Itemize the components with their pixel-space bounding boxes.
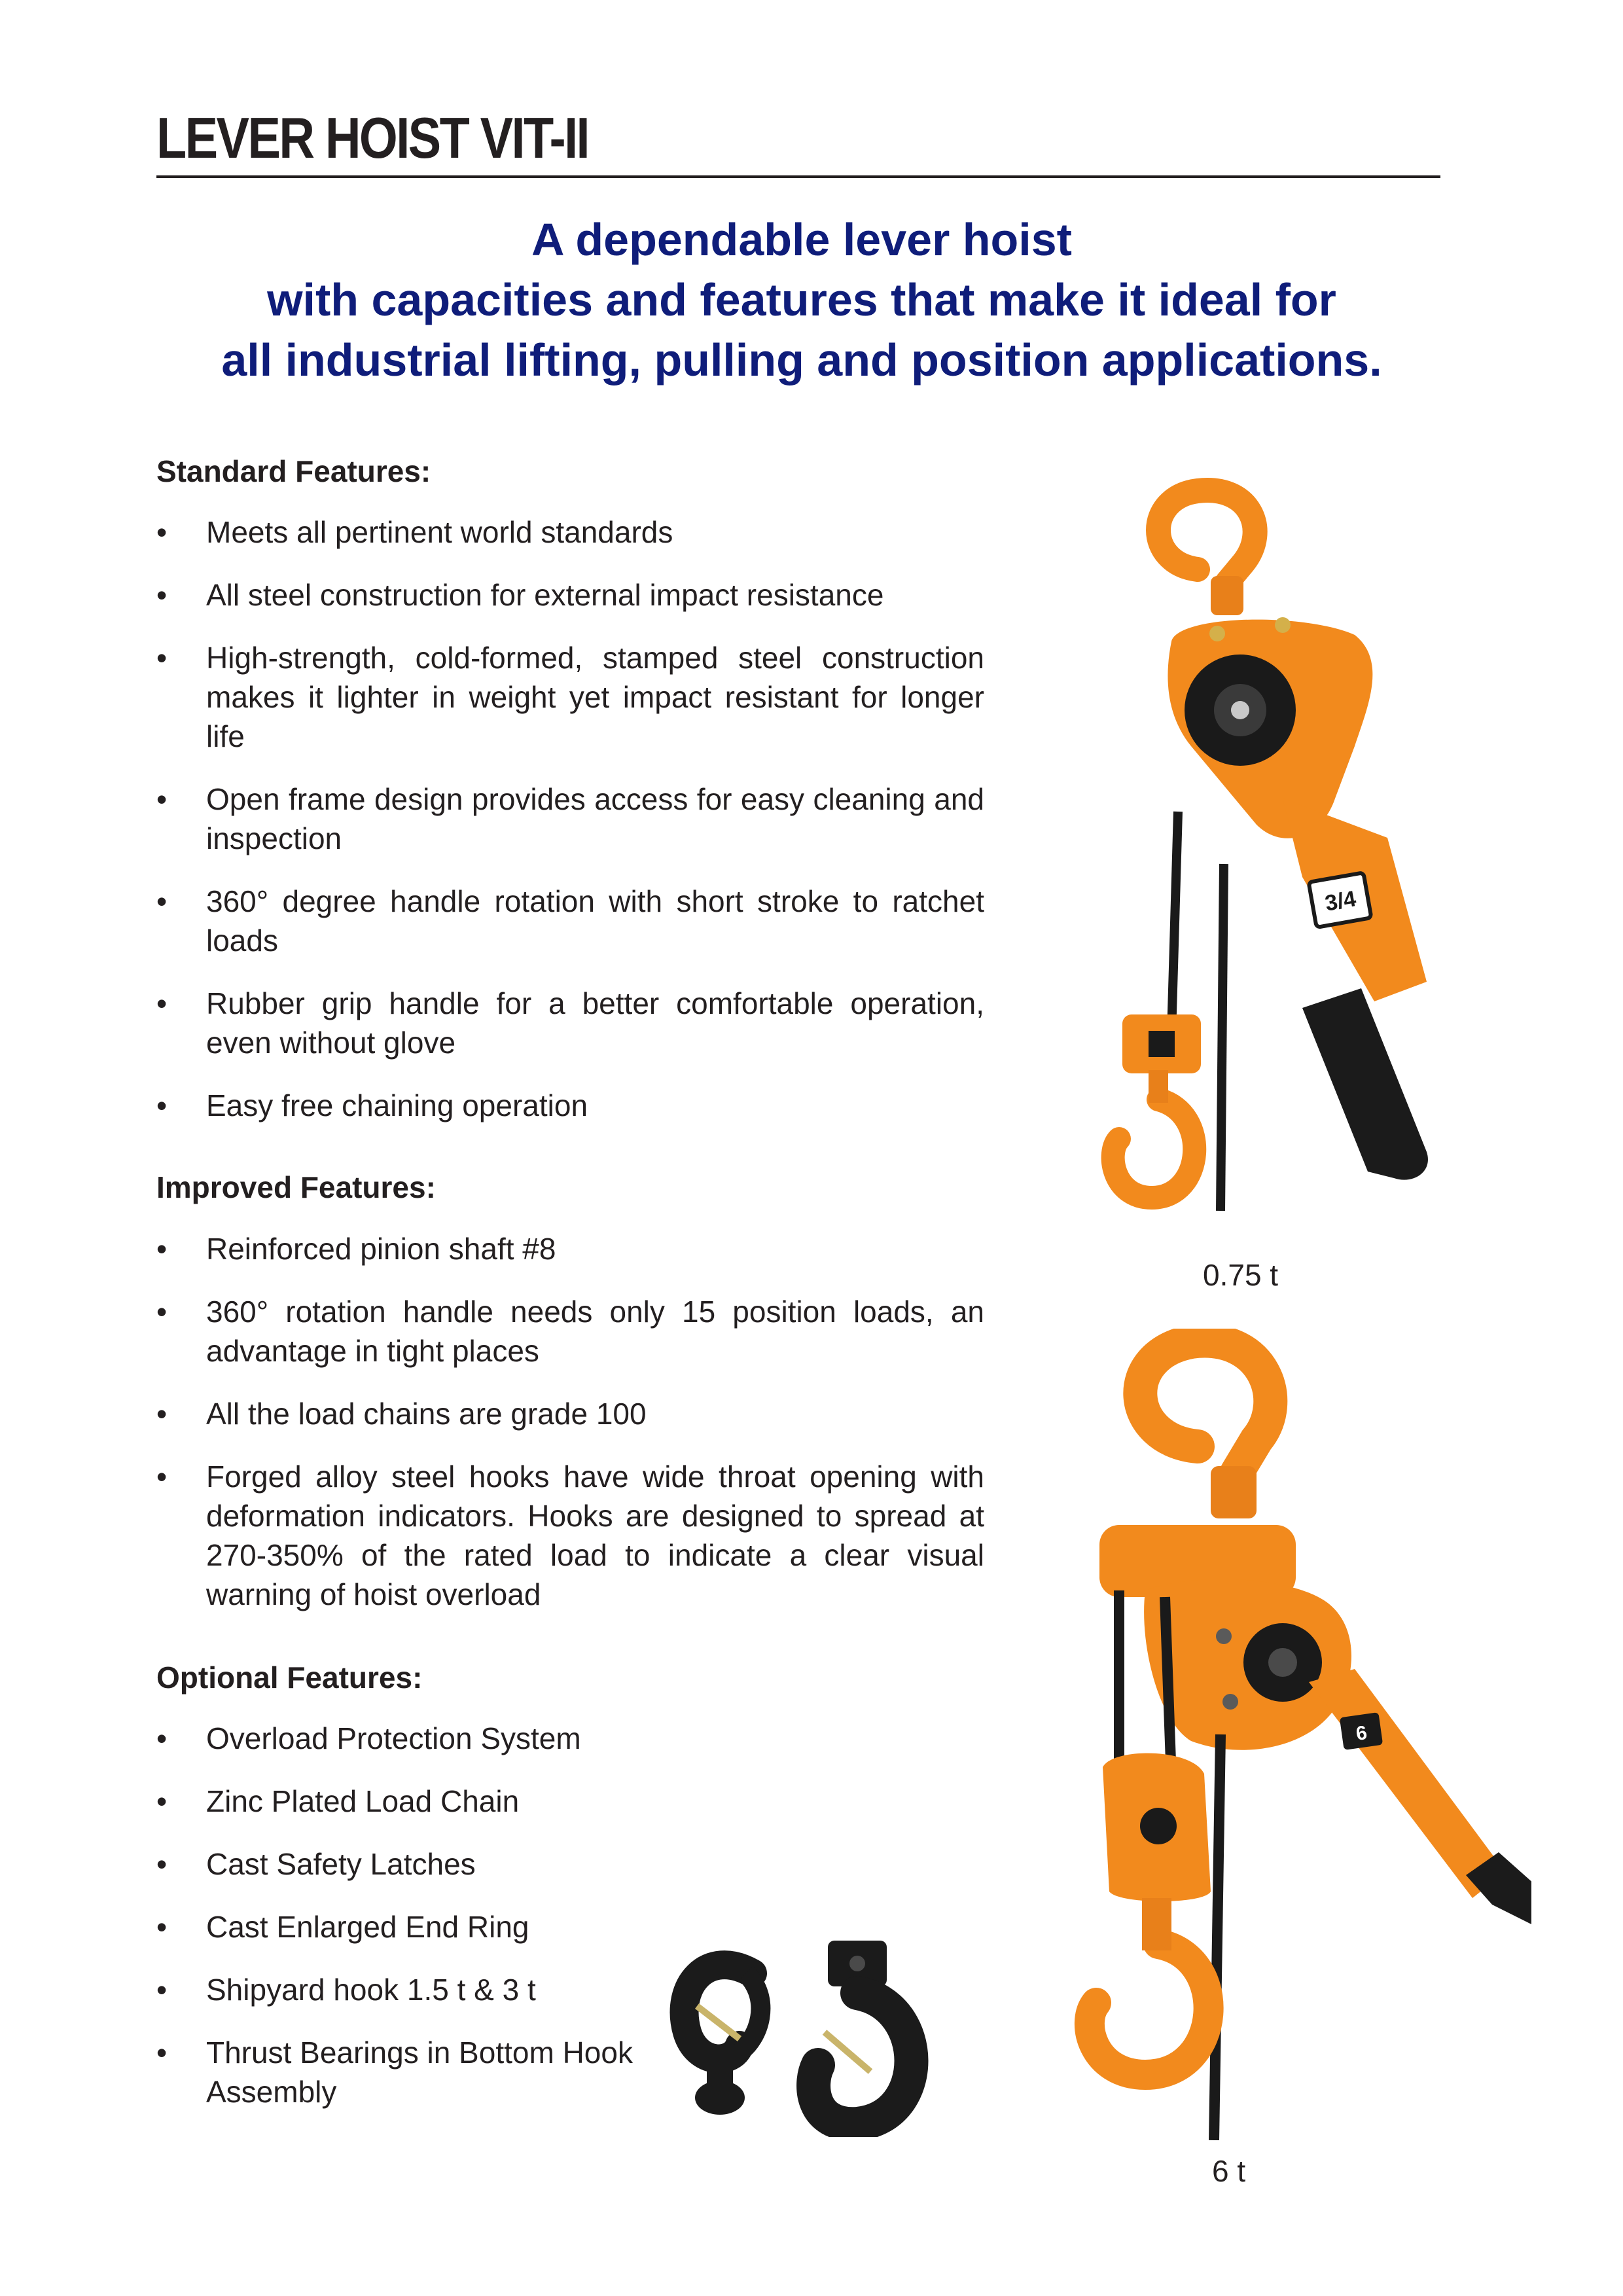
capacity-plate-label: 3/4 — [1323, 886, 1358, 916]
shipyard-hook-left — [685, 1965, 761, 2115]
shipyard-hooks-image — [661, 1934, 942, 2137]
list-item: • Shipyard hook 1.5 t & 3 t — [156, 1970, 654, 2009]
list-item: • High-strength, cold-formed, stamped steel construction makes it lighter in weight yet impact resistant for longer life — [156, 638, 984, 756]
list-item: • All steel construction for external impact resistance — [156, 575, 984, 615]
optional-features-list — [156, 1719, 654, 2135]
list-item: • 360° rotation handle needs only 15 position loads, an advantage in tight places — [156, 1292, 984, 1371]
list-item: • Thrust Bearings in Bottom Hook Assembly — [156, 2033, 654, 2111]
improved-features-heading: Improved Features: — [156, 1170, 436, 1204]
list-item: • Cast Enlarged End Ring — [156, 1907, 654, 1946]
list-item: • Forged alloy steel hooks have wide throat opening with deformation indicators. Hooks are designed to spread at 270-350% of the rated load to indicate a clear visual warning of hoist overload — [156, 1457, 984, 1614]
improved-features-list — [156, 1229, 984, 1638]
standard-features-list — [156, 512, 984, 1149]
optional-features-heading: Optional Features: — [156, 1660, 423, 1695]
tagline — [131, 209, 1472, 390]
list-item: • Reinforced pinion shaft #8 — [156, 1229, 984, 1268]
list-item: • Zinc Plated Load Chain — [156, 1782, 654, 1821]
capacity-plate-label: 6 — [1354, 1721, 1369, 1745]
list-item: • Easy free chaining operation — [156, 1086, 984, 1125]
shipyard-hook-right — [813, 1941, 911, 2124]
list-item: • Overload Protection System — [156, 1719, 654, 1758]
page-title: LEVER HOIST VIT-II — [156, 105, 588, 170]
list-item: • 360° degree handle rotation with short stroke to ratchet loads — [156, 882, 984, 960]
list-item: • Rubber grip handle for a better comfortable operation, even without glove — [156, 984, 984, 1062]
tagline-line: all industrial lifting, pulling and position applications. — [221, 334, 1382, 386]
product-caption: 0.75 t — [1203, 1258, 1279, 1292]
list-item: • Cast Safety Latches — [156, 1844, 654, 1884]
list-item: • Open frame design provides access for easy cleaning and inspection — [156, 780, 984, 858]
title-rule — [156, 175, 1440, 178]
list-item: • All the load chains are grade 100 — [156, 1394, 984, 1433]
lever-hoist-075t-image — [1086, 471, 1453, 1230]
tagline-line: A dependable lever hoist — [531, 214, 1072, 265]
lever-hoist-6t-image — [1047, 1329, 1531, 2140]
list-item: • Meets all pertinent world standards — [156, 512, 984, 552]
tagline-line: with capacities and features that make it ideal for — [267, 274, 1336, 325]
standard-features-heading: Standard Features: — [156, 454, 431, 488]
product-caption: 6 t — [1212, 2154, 1246, 2188]
